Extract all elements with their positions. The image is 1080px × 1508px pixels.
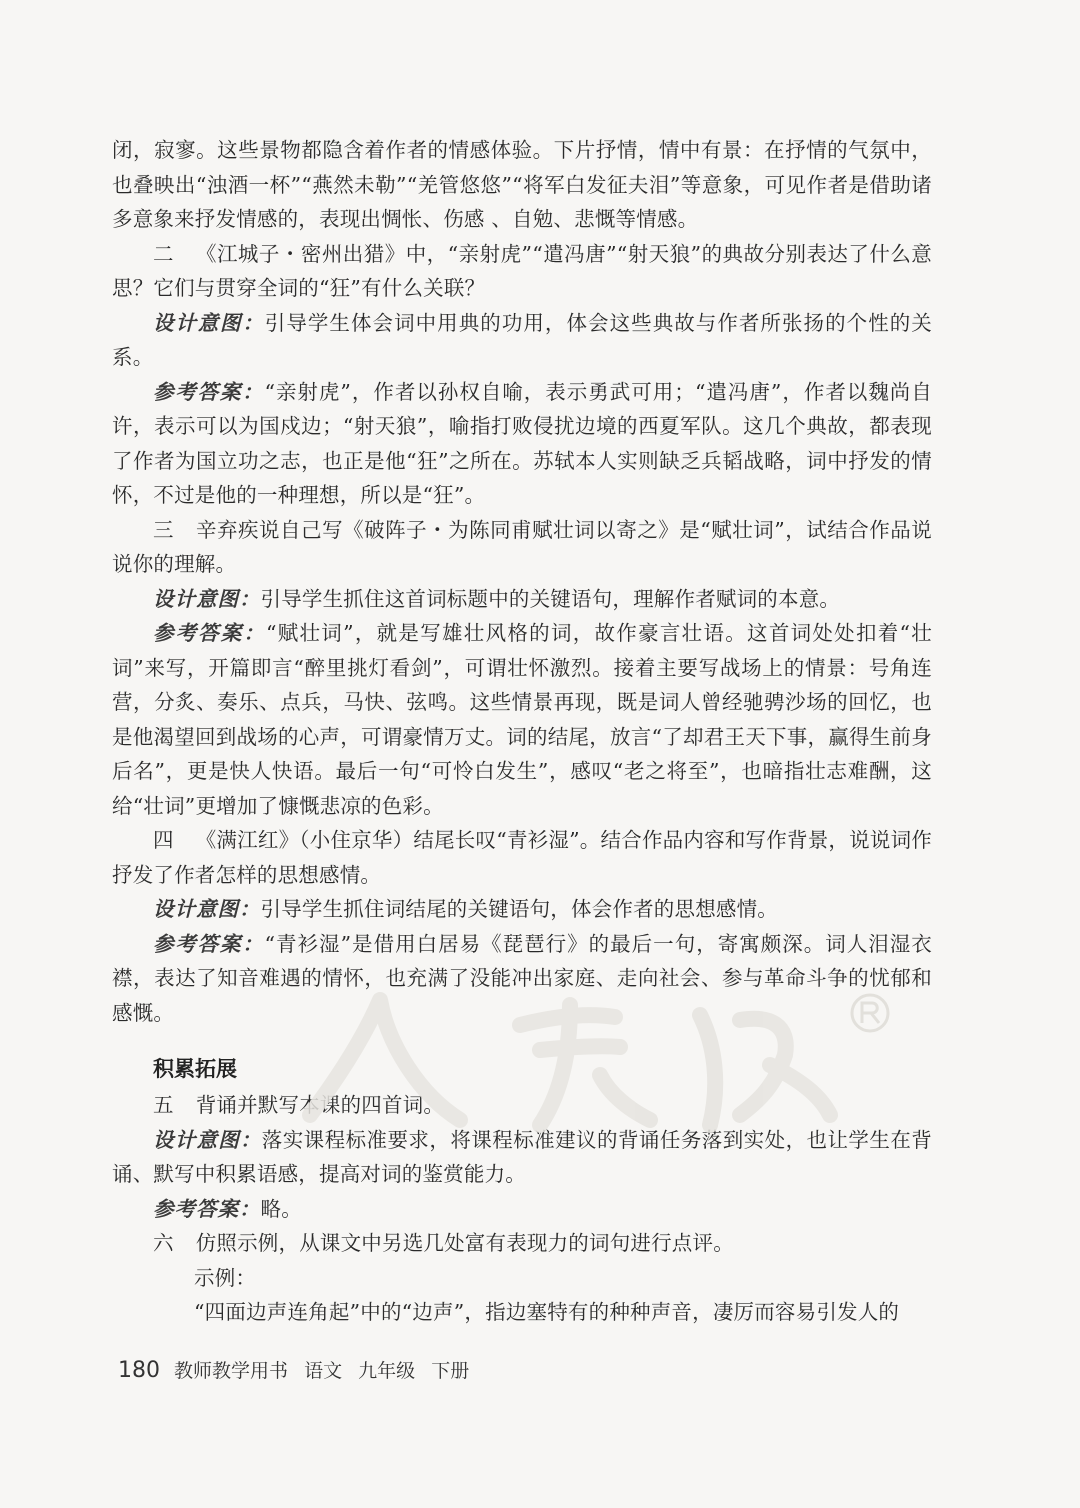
example-label: 示例：: [194, 1265, 257, 1290]
example-text: “四面边声连角起”中的“边声”，指边塞特有的种种声音，凄厉而容易引发人的: [194, 1300, 900, 1324]
design-intent-label: 设计意图：: [153, 586, 261, 611]
reference-answer-label: 参考答案：: [153, 379, 265, 404]
question-4: [112, 823, 932, 892]
reference-answer-text: “赋壮词”，就是写雄壮风格的词，故作豪言壮语。这首词处处扣着“壮词”来写，开篇即言“醉里挑灯看剑”，可谓壮怀激烈。接着主要写战场上的情景：号角连营，分炙、奏乐、点兵，马快、弦鸣。这些情景再现，既是词人曾经驰骋沙场的回忆，也是他渴望回到战场的心声，可谓豪情万丈。词的结尾，放言“了却君王天下事，赢得生前身后名”，更是快人快语。最后一句“可怜白发生”，感叹“老之将至”，也暗指壮志难酬，这给“壮词”更增加了慷慨悲凉的色彩。: [112, 621, 933, 818]
reference-answer-text: “青衫湿”是借用白居易《琵琶行》的最后一句，寄寓颇深。词人泪湿衣襟，表达了知音难遇的情怀，也充满了没能冲出家庭、走向社会、参与革命斗争的忧郁和感慨。: [112, 931, 932, 1025]
reference-answer-2: [112, 375, 932, 513]
page-footer: [118, 1356, 469, 1383]
reference-answer-5: [112, 1192, 932, 1227]
design-intent-5: [112, 1123, 932, 1192]
question-text: 《江城子・密州出猎》中，“亲射虎”“遣冯唐”“射天狼”的典故分别表达了什么意思？它们与贯穿全词的“狂”有什么关联？: [112, 241, 933, 300]
question-number: 六: [153, 1231, 174, 1255]
grade: 九年级: [358, 1360, 416, 1382]
subject: 语文: [304, 1360, 343, 1382]
design-intent-label: 设计意图：: [153, 897, 261, 921]
design-intent-label: 设计意图：: [153, 1127, 262, 1152]
design-intent-2: [112, 306, 932, 375]
question-2: [112, 237, 932, 306]
question-3: [112, 513, 932, 582]
section-title: 积累拓展: [153, 1057, 237, 1081]
paragraph-continuation: 闭，寂寥。这些景物都隐含着作者的情感体验。下片抒情，情中有景：在抒情的气氛中，也叠映出“浊酒一杯”“燕然未勒”“羌管悠悠”“将军白发征夫泪”等意象，可见作者是借助诸多意象来抒发情感的，表现出惆怅、伤感 、自勉、悲慨等情感。: [112, 138, 932, 231]
question-text: 《满江红》（小住京华）结尾长叹“青衫湿”。结合作品内容和写作背景，说说词作抒发了作者怎样的思想感情。: [112, 828, 932, 887]
reference-answer-text: 略。: [260, 1196, 302, 1221]
question-5: [112, 1088, 932, 1123]
reference-answer-label: 参考答案：: [153, 1196, 261, 1221]
design-intent-text: 引导学生抓住词结尾的关键语句，体会作者的思想感情。: [260, 897, 778, 921]
design-intent-4: [112, 892, 932, 927]
design-intent-3: [112, 582, 932, 617]
question-text: 背诵并默写本课的四首词。: [195, 1093, 445, 1117]
design-intent-text: 引导学生体会词中用典的功用，体会这些典故与作者所张扬的个性的关系。: [112, 310, 933, 369]
reference-answer-label: 参考答案：: [153, 931, 265, 956]
question-number: 五: [153, 1093, 174, 1117]
question-number: 二: [153, 241, 174, 266]
reference-answer-text: “亲射虎”，作者以孙权自喻，表示勇武可用；“遣冯唐”，作者以魏尚自许，表示可以为国戍边；“射天狼”，喻指打败侵扰边境的西夏军队。这几个典故，都表现了作者为国立功之志，也正是他“狂”之所在。苏轼本人实则缺乏兵韬战略，词中抒发的情怀，不过是他的一种理想，所以是“狂”。: [112, 379, 933, 507]
volume: 下册: [431, 1360, 470, 1382]
design-intent-label: 设计意图：: [153, 310, 265, 335]
reference-answer-3: [112, 616, 932, 823]
question-text: 仿照示例，从课文中另选几处富有表现力的词句进行点评。: [195, 1231, 734, 1255]
book-title: 教师教学用书: [174, 1360, 289, 1382]
question-number: 四: [153, 828, 174, 852]
page-number: 180: [118, 1358, 160, 1383]
design-intent-text: 引导学生抓住这首词标题中的关键语句，理解作者赋词的本意。: [260, 586, 841, 611]
reference-answer-label: 参考答案：: [153, 621, 266, 645]
question-text: 辛弃疾说自己写《破阵子・为陈同甫赋壮词以寄之》是“赋壮词”，试结合作品说说你的理解。: [112, 517, 932, 576]
question-number: 三: [153, 517, 175, 542]
design-intent-text: 落实课程标准要求，将课程标准建议的背诵任务落到实处，也让学生在背诵、默写中积累语感，提高对词的鉴赏能力。: [112, 1127, 932, 1186]
reference-answer-4: [112, 927, 932, 1031]
page-body: [112, 133, 932, 1330]
question-6: [112, 1226, 932, 1261]
